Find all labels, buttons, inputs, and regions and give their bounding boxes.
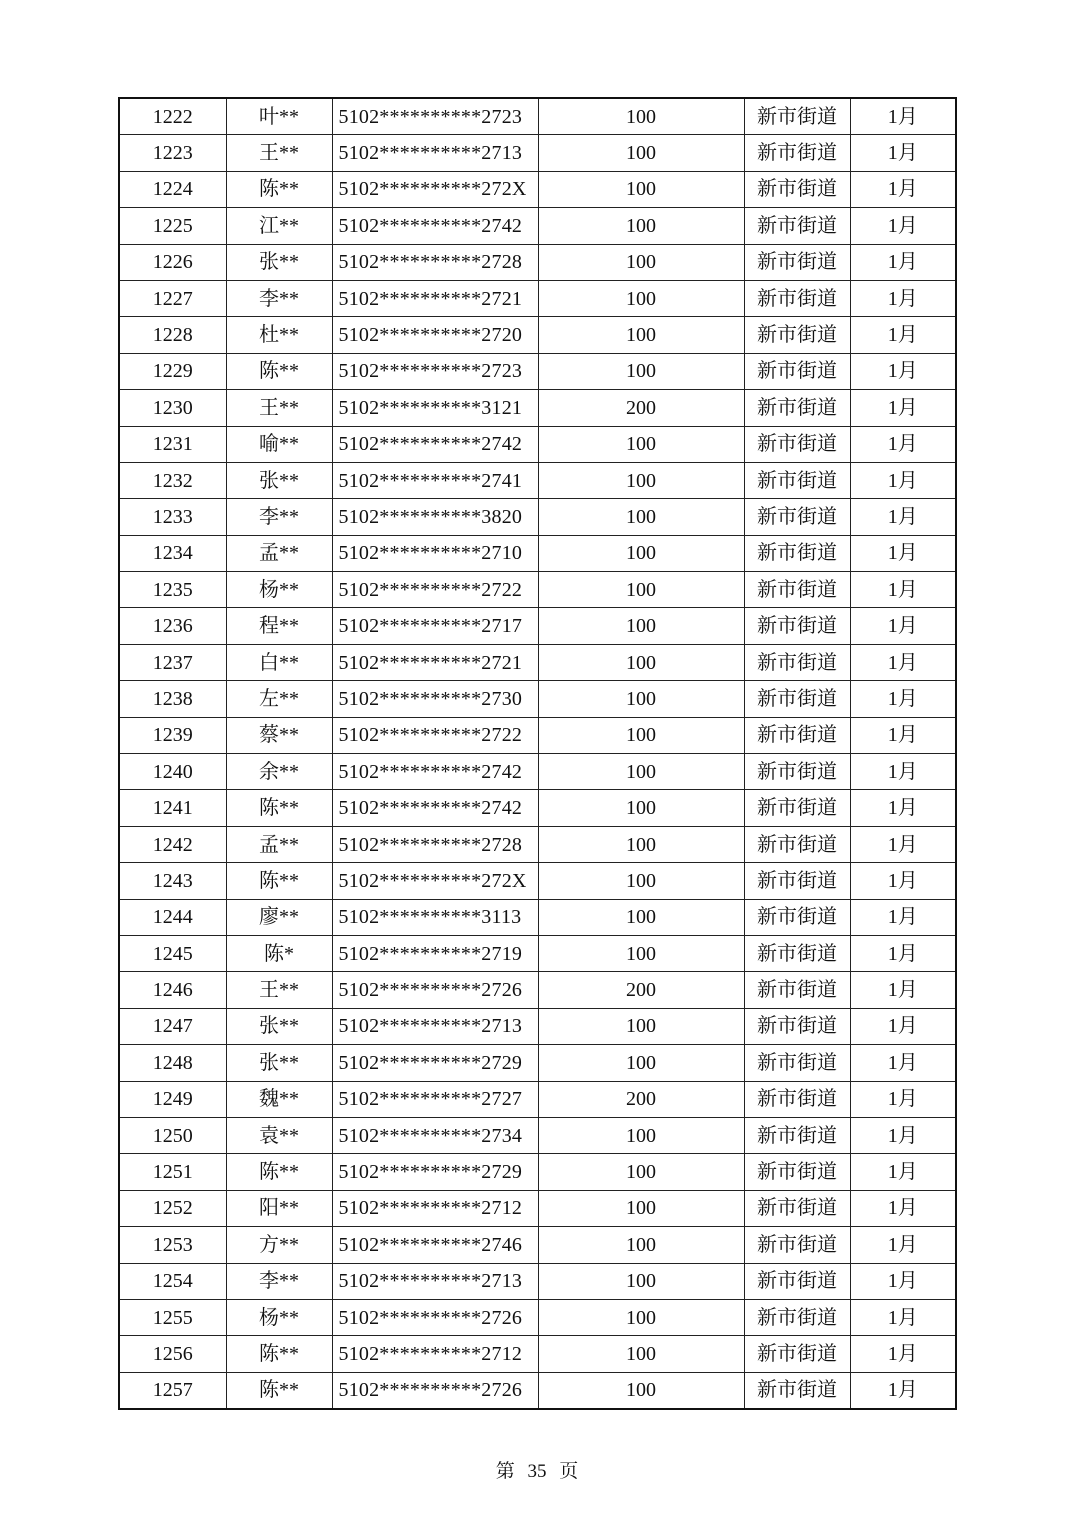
month-cell: 1月: [850, 353, 956, 389]
street-cell: 新市街道: [744, 935, 850, 971]
month-cell: 1月: [850, 644, 956, 680]
street-cell: 新市街道: [744, 499, 850, 535]
row-number-cell: 1241: [119, 790, 226, 826]
name-cell: 陈**: [226, 863, 332, 899]
month-cell: 1月: [850, 1299, 956, 1335]
row-number-cell: 1257: [119, 1372, 226, 1409]
month-cell: 1月: [850, 1190, 956, 1226]
street-cell: 新市街道: [744, 280, 850, 316]
id-number-cell: 5102**********2729: [332, 1045, 538, 1081]
id-number-cell: 5102**********2713: [332, 135, 538, 171]
table-row: [119, 499, 956, 535]
street-cell: 新市街道: [744, 98, 850, 135]
amount-cell: 100: [538, 353, 744, 389]
table-row: [119, 390, 956, 426]
table-row: [119, 317, 956, 353]
month-cell: 1月: [850, 426, 956, 462]
name-cell: 杨**: [226, 572, 332, 608]
amount-cell: 100: [538, 717, 744, 753]
id-number-cell: 5102**********2712: [332, 1190, 538, 1226]
table-row: [119, 972, 956, 1008]
name-cell: 方**: [226, 1227, 332, 1263]
id-number-cell: 5102**********2712: [332, 1336, 538, 1372]
amount-cell: 100: [538, 535, 744, 571]
name-cell: 陈**: [226, 1372, 332, 1409]
name-cell: 张**: [226, 462, 332, 498]
table-row: [119, 935, 956, 971]
roster-table-body: [119, 98, 956, 1409]
id-number-cell: 5102**********2729: [332, 1154, 538, 1190]
name-cell: 李**: [226, 499, 332, 535]
row-number-cell: 1253: [119, 1227, 226, 1263]
month-cell: 1月: [850, 317, 956, 353]
amount-cell: 100: [538, 1154, 744, 1190]
amount-cell: 100: [538, 681, 744, 717]
street-cell: 新市街道: [744, 1154, 850, 1190]
name-cell: 白**: [226, 644, 332, 680]
id-number-cell: 5102**********2723: [332, 353, 538, 389]
table-row: [119, 608, 956, 644]
amount-cell: 100: [538, 790, 744, 826]
page-footer: [0, 1456, 1074, 1483]
amount-cell: 100: [538, 499, 744, 535]
amount-cell: 100: [538, 1117, 744, 1153]
table-row: [119, 1008, 956, 1044]
row-number-cell: 1242: [119, 826, 226, 862]
row-number-cell: 1231: [119, 426, 226, 462]
row-number-cell: 1222: [119, 98, 226, 135]
row-number-cell: 1249: [119, 1081, 226, 1117]
amount-cell: 100: [538, 1045, 744, 1081]
street-cell: 新市街道: [744, 754, 850, 790]
name-cell: 王**: [226, 972, 332, 1008]
id-number-cell: 5102**********272X: [332, 863, 538, 899]
table-row: [119, 790, 956, 826]
table-row: [119, 135, 956, 171]
row-number-cell: 1246: [119, 972, 226, 1008]
amount-cell: 100: [538, 171, 744, 207]
table-row: [119, 1081, 956, 1117]
amount-cell: 100: [538, 1299, 744, 1335]
row-number-cell: 1223: [119, 135, 226, 171]
row-number-cell: 1245: [119, 935, 226, 971]
row-number-cell: 1248: [119, 1045, 226, 1081]
street-cell: 新市街道: [744, 863, 850, 899]
month-cell: 1月: [850, 1372, 956, 1409]
id-number-cell: 5102**********2746: [332, 1227, 538, 1263]
row-number-cell: 1235: [119, 572, 226, 608]
amount-cell: 100: [538, 1263, 744, 1299]
month-cell: 1月: [850, 390, 956, 426]
row-number-cell: 1251: [119, 1154, 226, 1190]
id-number-cell: 5102**********2722: [332, 717, 538, 753]
row-number-cell: 1228: [119, 317, 226, 353]
month-cell: 1月: [850, 972, 956, 1008]
amount-cell: 200: [538, 1081, 744, 1117]
id-number-cell: 5102**********2728: [332, 826, 538, 862]
name-cell: 喻**: [226, 426, 332, 462]
street-cell: 新市街道: [744, 1081, 850, 1117]
street-cell: 新市街道: [744, 1117, 850, 1153]
subsidy-roster-table: [118, 97, 957, 1410]
name-cell: 廖**: [226, 899, 332, 935]
street-cell: 新市街道: [744, 317, 850, 353]
name-cell: 魏**: [226, 1081, 332, 1117]
month-cell: 1月: [850, 1336, 956, 1372]
table-row: [119, 1263, 956, 1299]
amount-cell: 100: [538, 98, 744, 135]
name-cell: 陈**: [226, 353, 332, 389]
table-row: [119, 644, 956, 680]
name-cell: 张**: [226, 244, 332, 280]
name-cell: 陈**: [226, 1154, 332, 1190]
row-number-cell: 1240: [119, 754, 226, 790]
name-cell: 阳**: [226, 1190, 332, 1226]
id-number-cell: 5102**********2726: [332, 1372, 538, 1409]
table-row: [119, 1372, 956, 1409]
row-number-cell: 1238: [119, 681, 226, 717]
row-number-cell: 1256: [119, 1336, 226, 1372]
name-cell: 程**: [226, 608, 332, 644]
row-number-cell: 1255: [119, 1299, 226, 1335]
name-cell: 陈**: [226, 790, 332, 826]
amount-cell: 100: [538, 1372, 744, 1409]
id-number-cell: 5102**********2721: [332, 280, 538, 316]
month-cell: 1月: [850, 826, 956, 862]
month-cell: 1月: [850, 1263, 956, 1299]
id-number-cell: 5102**********2741: [332, 462, 538, 498]
month-cell: 1月: [850, 935, 956, 971]
row-number-cell: 1233: [119, 499, 226, 535]
street-cell: 新市街道: [744, 608, 850, 644]
id-number-cell: 5102**********2734: [332, 1117, 538, 1153]
row-number-cell: 1227: [119, 280, 226, 316]
amount-cell: 100: [538, 1008, 744, 1044]
name-cell: 李**: [226, 280, 332, 316]
name-cell: 杨**: [226, 1299, 332, 1335]
street-cell: 新市街道: [744, 353, 850, 389]
street-cell: 新市街道: [744, 1008, 850, 1044]
month-cell: 1月: [850, 717, 956, 753]
amount-cell: 100: [538, 244, 744, 280]
month-cell: 1月: [850, 1117, 956, 1153]
street-cell: 新市街道: [744, 426, 850, 462]
row-number-cell: 1224: [119, 171, 226, 207]
row-number-cell: 1244: [119, 899, 226, 935]
id-number-cell: 5102**********2742: [332, 754, 538, 790]
id-number-cell: 5102**********2728: [332, 244, 538, 280]
table-row: [119, 1154, 956, 1190]
row-number-cell: 1225: [119, 208, 226, 244]
row-number-cell: 1230: [119, 390, 226, 426]
name-cell: 江**: [226, 208, 332, 244]
amount-cell: 100: [538, 899, 744, 935]
month-cell: 1月: [850, 171, 956, 207]
street-cell: 新市街道: [744, 644, 850, 680]
amount-cell: 100: [538, 572, 744, 608]
name-cell: 陈**: [226, 171, 332, 207]
street-cell: 新市街道: [744, 1336, 850, 1372]
id-number-cell: 5102**********2742: [332, 790, 538, 826]
row-number-cell: 1226: [119, 244, 226, 280]
table-row: [119, 681, 956, 717]
row-number-cell: 1247: [119, 1008, 226, 1044]
month-cell: 1月: [850, 462, 956, 498]
street-cell: 新市街道: [744, 390, 850, 426]
name-cell: 张**: [226, 1045, 332, 1081]
name-cell: 陈*: [226, 935, 332, 971]
month-cell: 1月: [850, 135, 956, 171]
month-cell: 1月: [850, 1081, 956, 1117]
row-number-cell: 1243: [119, 863, 226, 899]
month-cell: 1月: [850, 1045, 956, 1081]
amount-cell: 100: [538, 208, 744, 244]
street-cell: 新市街道: [744, 1045, 850, 1081]
table-row: [119, 826, 956, 862]
row-number-cell: 1237: [119, 644, 226, 680]
id-number-cell: 5102**********2742: [332, 426, 538, 462]
id-number-cell: 5102**********272X: [332, 171, 538, 207]
id-number-cell: 5102**********3121: [332, 390, 538, 426]
street-cell: 新市街道: [744, 135, 850, 171]
name-cell: 蔡**: [226, 717, 332, 753]
street-cell: 新市街道: [744, 208, 850, 244]
month-cell: 1月: [850, 244, 956, 280]
street-cell: 新市街道: [744, 244, 850, 280]
name-cell: 余**: [226, 754, 332, 790]
name-cell: 孟**: [226, 535, 332, 571]
table-row: [119, 572, 956, 608]
table-row: [119, 208, 956, 244]
month-cell: 1月: [850, 608, 956, 644]
id-number-cell: 5102**********2730: [332, 681, 538, 717]
id-number-cell: 5102**********2742: [332, 208, 538, 244]
name-cell: 张**: [226, 1008, 332, 1044]
street-cell: 新市街道: [744, 1372, 850, 1409]
amount-cell: 100: [538, 462, 744, 498]
table-row: [119, 1336, 956, 1372]
amount-cell: 100: [538, 1336, 744, 1372]
month-cell: 1月: [850, 572, 956, 608]
month-cell: 1月: [850, 754, 956, 790]
row-number-cell: 1232: [119, 462, 226, 498]
amount-cell: 100: [538, 135, 744, 171]
amount-cell: 100: [538, 644, 744, 680]
id-number-cell: 5102**********2717: [332, 608, 538, 644]
row-number-cell: 1254: [119, 1263, 226, 1299]
street-cell: 新市街道: [744, 681, 850, 717]
name-cell: 王**: [226, 390, 332, 426]
name-cell: 杜**: [226, 317, 332, 353]
id-number-cell: 5102**********2710: [332, 535, 538, 571]
street-cell: 新市街道: [744, 535, 850, 571]
table-row: [119, 1227, 956, 1263]
table-row: [119, 98, 956, 135]
amount-cell: 100: [538, 935, 744, 971]
id-number-cell: 5102**********2726: [332, 972, 538, 1008]
month-cell: 1月: [850, 1008, 956, 1044]
id-number-cell: 5102**********2713: [332, 1263, 538, 1299]
table-row: [119, 899, 956, 935]
table-row: [119, 171, 956, 207]
amount-cell: 200: [538, 390, 744, 426]
table-row: [119, 244, 956, 280]
month-cell: 1月: [850, 681, 956, 717]
id-number-cell: 5102**********2713: [332, 1008, 538, 1044]
footer-suffix: 页: [559, 1461, 579, 1482]
row-number-cell: 1229: [119, 353, 226, 389]
street-cell: 新市街道: [744, 572, 850, 608]
id-number-cell: 5102**********2723: [332, 98, 538, 135]
name-cell: 左**: [226, 681, 332, 717]
month-cell: 1月: [850, 1227, 956, 1263]
street-cell: 新市街道: [744, 826, 850, 862]
amount-cell: 100: [538, 317, 744, 353]
street-cell: 新市街道: [744, 899, 850, 935]
month-cell: 1月: [850, 899, 956, 935]
street-cell: 新市街道: [744, 462, 850, 498]
id-number-cell: 5102**********2719: [332, 935, 538, 971]
name-cell: 叶**: [226, 98, 332, 135]
id-number-cell: 5102**********2726: [332, 1299, 538, 1335]
amount-cell: 100: [538, 608, 744, 644]
street-cell: 新市街道: [744, 1190, 850, 1226]
street-cell: 新市街道: [744, 972, 850, 1008]
amount-cell: 100: [538, 1190, 744, 1226]
amount-cell: 200: [538, 972, 744, 1008]
name-cell: 陈**: [226, 1336, 332, 1372]
month-cell: 1月: [850, 790, 956, 826]
amount-cell: 100: [538, 754, 744, 790]
id-number-cell: 5102**********3820: [332, 499, 538, 535]
month-cell: 1月: [850, 208, 956, 244]
amount-cell: 100: [538, 863, 744, 899]
table-row: [119, 1190, 956, 1226]
amount-cell: 100: [538, 426, 744, 462]
row-number-cell: 1234: [119, 535, 226, 571]
month-cell: 1月: [850, 535, 956, 571]
table-row: [119, 535, 956, 571]
table-row: [119, 863, 956, 899]
table-row: [119, 280, 956, 316]
row-number-cell: 1252: [119, 1190, 226, 1226]
name-cell: 王**: [226, 135, 332, 171]
id-number-cell: 5102**********2727: [332, 1081, 538, 1117]
row-number-cell: 1239: [119, 717, 226, 753]
table-row: [119, 1117, 956, 1153]
page-number: 35: [527, 1461, 547, 1482]
month-cell: 1月: [850, 499, 956, 535]
month-cell: 1月: [850, 1154, 956, 1190]
id-number-cell: 5102**********2722: [332, 572, 538, 608]
street-cell: 新市街道: [744, 1299, 850, 1335]
id-number-cell: 5102**********3113: [332, 899, 538, 935]
table-row: [119, 426, 956, 462]
name-cell: 袁**: [226, 1117, 332, 1153]
month-cell: 1月: [850, 280, 956, 316]
street-cell: 新市街道: [744, 717, 850, 753]
street-cell: 新市街道: [744, 1263, 850, 1299]
footer-prefix: 第: [495, 1461, 515, 1482]
street-cell: 新市街道: [744, 171, 850, 207]
table-row: [119, 1299, 956, 1335]
row-number-cell: 1236: [119, 608, 226, 644]
street-cell: 新市街道: [744, 1227, 850, 1263]
table-row: [119, 1045, 956, 1081]
street-cell: 新市街道: [744, 790, 850, 826]
amount-cell: 100: [538, 280, 744, 316]
amount-cell: 100: [538, 1227, 744, 1263]
id-number-cell: 5102**********2720: [332, 317, 538, 353]
table-row: [119, 717, 956, 753]
name-cell: 李**: [226, 1263, 332, 1299]
id-number-cell: 5102**********2721: [332, 644, 538, 680]
table-row: [119, 353, 956, 389]
name-cell: 孟**: [226, 826, 332, 862]
table-row: [119, 754, 956, 790]
month-cell: 1月: [850, 98, 956, 135]
row-number-cell: 1250: [119, 1117, 226, 1153]
month-cell: 1月: [850, 863, 956, 899]
amount-cell: 100: [538, 826, 744, 862]
table-row: [119, 462, 956, 498]
